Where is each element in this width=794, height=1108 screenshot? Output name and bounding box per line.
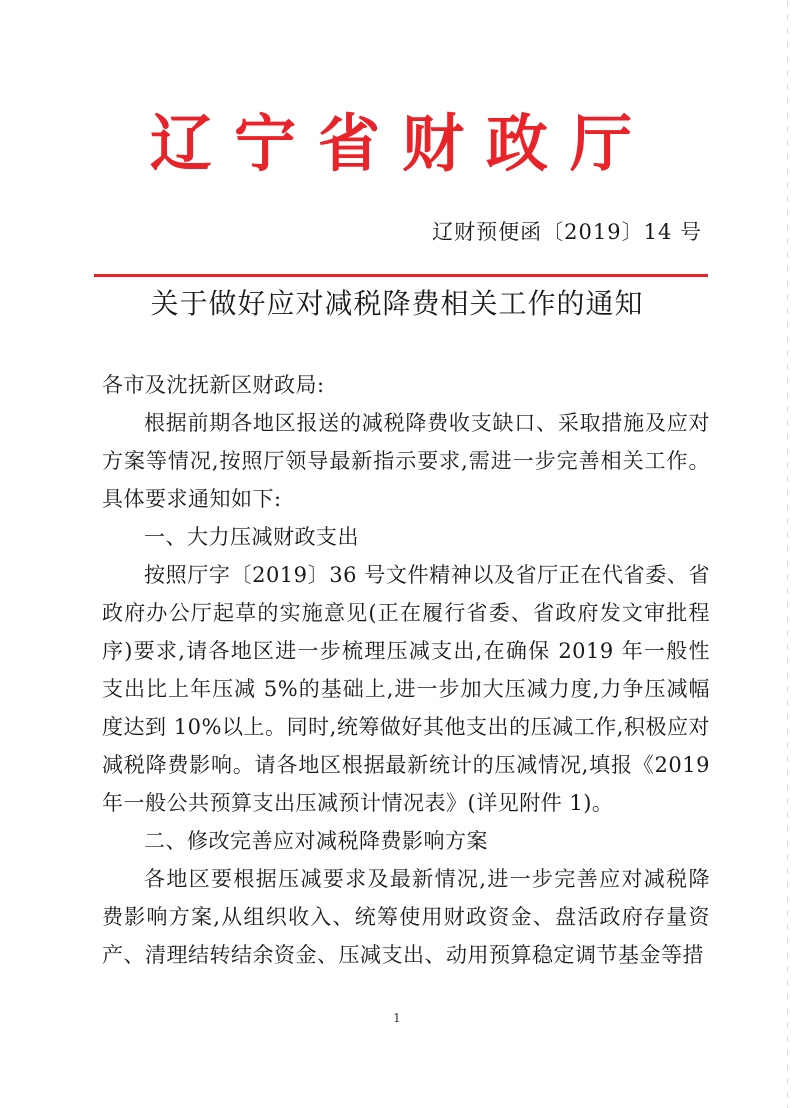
section-2-paragraph: 各地区要根据压减要求及最新情况,进一步完善应对减税降费影响方案,从组织收入、统筹使用财政资金、盘活政府存量资产、清理结转结余资金、压减支出、动用预算稳定调节基金等措: [102, 867, 710, 967]
document-number: 辽财预便函〔2019〕14 号: [432, 220, 702, 244]
section-1-heading: 一、大力压减财政支出: [144, 525, 359, 549]
page-number: 1: [393, 1011, 401, 1025]
scan-edge-line: [787, 0, 788, 1108]
section-2-heading: 二、修改完善应对减税降费影响方案: [144, 829, 488, 853]
notice-title: 关于做好应对减税降费相关工作的通知: [150, 287, 644, 320]
red-separator-line: [94, 274, 708, 277]
issuer-header: 辽宁省财政厅: [149, 107, 654, 180]
intro-paragraph: 根据前期各地区报送的减税降费收支缺口、采取措施及应对方案等情况,按照厅领导最新指示要求,需进一步完善相关工作。具体要求通知如下:: [102, 411, 710, 511]
document-body: [102, 366, 710, 974]
section-1-paragraph: 按照厅字〔2019〕36 号文件精神以及省厅正在代省委、省政府办公厅起草的实施意见(正在履行省委、省政府发文审批程序)要求,请各地区进一步梳理压减支出,在确保 2019 年一般性支出比上年压减 5%的基础上,进一步加大压减力度,力争压减幅度达到 10%以上。同时,统筹做好其他支出的压减工作,积极应对减税降费影响。请各地区根据最新统计的压减情况,填报《2019 年一般公共预算支出压减预计情况表》(详见附件 1)。: [102, 563, 710, 815]
salutation: 各市及沈抚新区财政局:: [102, 373, 325, 397]
